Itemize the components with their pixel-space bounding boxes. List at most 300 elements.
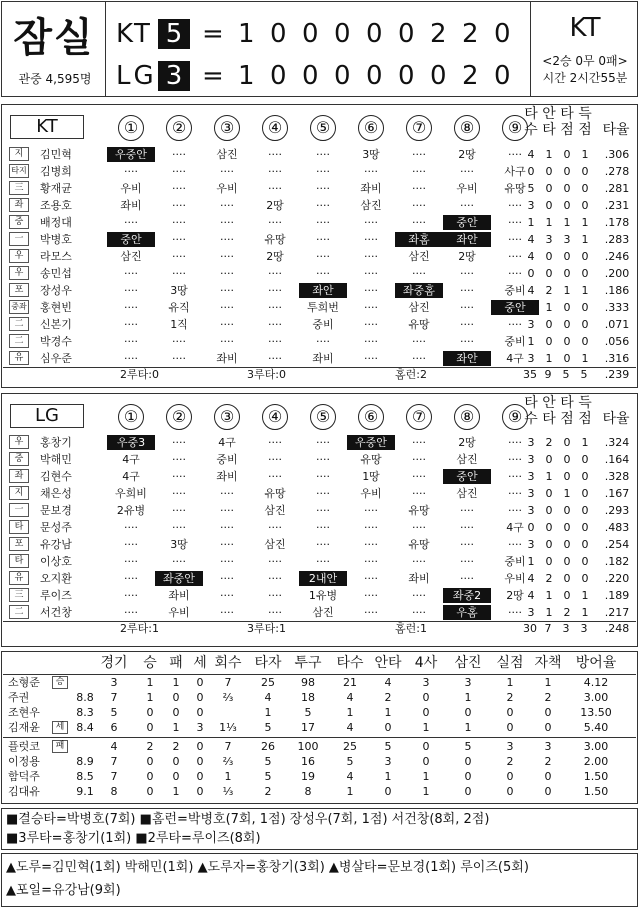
pitcher-stat: 1	[422, 785, 430, 798]
pitcher-stat: 7	[110, 691, 118, 704]
at-bat-result: ····	[460, 335, 474, 348]
stat-head-top: 안	[542, 395, 556, 411]
player-stat: 4	[527, 284, 535, 297]
inning-number: ④	[262, 404, 288, 430]
pitcher-stat: 5	[346, 755, 354, 768]
score-row	[116, 58, 526, 94]
at-bat-result: ····	[412, 436, 426, 449]
at-bat-result: ····	[268, 267, 282, 280]
player-stat: 0	[545, 487, 553, 500]
at-bat-result: ····	[412, 199, 426, 212]
at-bat-result: 3땅	[362, 148, 380, 161]
at-bat-result: ····	[124, 521, 138, 534]
at-bat-result: ····	[124, 352, 138, 365]
pitcher-row	[2, 676, 637, 690]
at-bat-result: ····	[412, 521, 426, 534]
at-bat-result: 좌비	[408, 572, 430, 585]
pitcher-stat: 3	[544, 740, 552, 753]
at-bat-result: 삼진	[456, 487, 478, 500]
at-bat-result: 우중안	[347, 435, 395, 450]
player-avg: .231	[604, 199, 630, 212]
pitcher-stat: 3.00	[583, 691, 609, 704]
at-bat-result: ····	[316, 487, 330, 500]
at-bat-result: ····	[508, 267, 522, 280]
player-stat: 0	[527, 267, 535, 280]
pitcher-stat: 0	[422, 706, 430, 719]
inning-number: ⑨	[502, 404, 528, 430]
summary-stat: 3	[580, 622, 588, 635]
summary-stat: 9	[544, 368, 552, 381]
at-bat-result: ····	[364, 521, 378, 534]
pitcher-stat: 1	[264, 706, 272, 719]
player-stat: 0	[581, 538, 589, 551]
pitcher-stat: 1	[506, 676, 514, 689]
player-stat: 0	[563, 148, 571, 161]
at-bat-result: ····	[220, 267, 234, 280]
at-bat-result: ····	[172, 436, 186, 449]
note-line: ■3루타=홍창기(1회) ■2루타=루이즈(8회)	[6, 831, 261, 846]
player-avg: .316	[604, 352, 630, 365]
score-team-name: LG	[116, 61, 157, 91]
at-bat-result: ····	[220, 250, 234, 263]
at-bat-result: ····	[268, 148, 282, 161]
pitcher-entry: 8.4	[76, 721, 94, 734]
inning-number: ⑧	[454, 404, 480, 430]
winner-team: KT	[569, 13, 601, 43]
player-name: 신본기	[40, 318, 72, 331]
pitcher-stat: 1⅓	[219, 721, 237, 734]
player-stat: 0	[563, 165, 571, 178]
pitcher-stat: 2	[506, 755, 514, 768]
at-bat-result: ····	[460, 267, 474, 280]
at-bat-result: 좌중안	[155, 571, 203, 586]
at-bat-result: ····	[460, 318, 474, 331]
player-stat: 0	[581, 335, 589, 348]
pitcher-stat: 0	[506, 785, 514, 798]
player-stat: 3	[527, 606, 535, 619]
pitcher-stat: 4	[346, 770, 354, 783]
player-row	[2, 197, 637, 214]
at-bat-result: ····	[316, 267, 330, 280]
lg-batting-box	[1, 393, 638, 647]
note-line: ▲도루=김민혁(1회) 박해민(1회) ▲도루자=홍창기(3회) ▲병살타=문보경(1회) 루이즈(5회)	[6, 860, 529, 875]
player-name: 루이즈	[40, 589, 72, 602]
at-bat-result: ····	[508, 538, 522, 551]
player-name: 이상호	[40, 555, 72, 568]
at-bat-result: ····	[172, 470, 186, 483]
at-bat-result: ····	[412, 267, 426, 280]
pitcher-stat: 0	[196, 691, 204, 704]
player-stat: 0	[563, 267, 571, 280]
player-stat: 0	[581, 250, 589, 263]
at-bat-result: ····	[268, 182, 282, 195]
pitcher-stat: 0	[464, 706, 472, 719]
player-row	[2, 587, 637, 604]
at-bat-result: 4구	[122, 470, 140, 483]
player-stat: 0	[563, 589, 571, 602]
at-bat-result: ····	[172, 182, 186, 195]
pitcher-stat: 0	[384, 785, 392, 798]
player-stat: 1	[563, 284, 571, 297]
score-inning: 0	[270, 61, 287, 91]
player-stat: 2	[545, 572, 553, 585]
player-name: 장성우	[40, 284, 72, 297]
player-stat: 0	[563, 538, 571, 551]
summary-stat: 30	[523, 622, 537, 635]
at-bat-result: 유땅	[360, 453, 382, 466]
player-stat: 1	[545, 216, 553, 229]
at-bat-result: ····	[460, 538, 474, 551]
at-bat-result: 4구	[218, 436, 236, 449]
pitcher-stat: 4	[346, 691, 354, 704]
score-inning: 0	[398, 19, 415, 49]
at-bat-result: ····	[220, 504, 234, 517]
player-stat: 1	[527, 555, 535, 568]
pitch-divider	[3, 737, 636, 738]
at-bat-result: ····	[364, 301, 378, 314]
pitcher-stat: 0	[196, 676, 204, 689]
player-stat: 0	[581, 453, 589, 466]
at-bat-result: ····	[316, 436, 330, 449]
position-badge: 지	[9, 147, 29, 161]
pitcher-stat: 1.50	[583, 770, 609, 783]
player-row	[2, 502, 637, 519]
at-bat-result: 2땅	[458, 148, 476, 161]
score-inning: 0	[430, 61, 447, 91]
position-badge: 중	[9, 215, 29, 229]
pitcher-name: 조현우	[8, 706, 40, 719]
at-bat-result: 좌중2	[443, 588, 491, 603]
at-bat-result: ····	[124, 318, 138, 331]
summary-homeruns: 홈런:1	[395, 622, 427, 635]
at-bat-result: ····	[364, 233, 378, 246]
player-name: 황재균	[40, 182, 72, 195]
player-row	[2, 163, 637, 180]
player-row	[2, 468, 637, 485]
pitcher-entry: 8.9	[76, 755, 94, 768]
at-bat-result: 유직	[168, 301, 190, 314]
player-name: 박경수	[40, 335, 72, 348]
pitch-head: 타자	[254, 655, 282, 671]
player-row	[2, 536, 637, 553]
player-name: 김병희	[40, 165, 72, 178]
player-name: 조용호	[40, 199, 72, 212]
player-row	[2, 231, 637, 248]
pitcher-stat: 7	[224, 676, 232, 689]
player-stat: 0	[563, 250, 571, 263]
at-bat-result: ····	[412, 148, 426, 161]
at-bat-result: ····	[412, 470, 426, 483]
at-bat-result: 유땅	[408, 538, 430, 551]
at-bat-result: 4구	[506, 521, 524, 534]
at-bat-result: 사구	[504, 165, 526, 178]
pitcher-stat: ⅔	[222, 755, 234, 768]
player-row	[2, 316, 637, 333]
pitcher-row	[2, 691, 637, 705]
at-bat-result: 4구	[122, 453, 140, 466]
at-bat-result: 투희번	[307, 301, 339, 314]
pitch-head: 경기	[100, 655, 128, 671]
player-stat: 5	[527, 182, 535, 195]
pitcher-stat: 1	[172, 785, 180, 798]
at-bat-result: 중비	[504, 555, 526, 568]
player-avg: .306	[604, 148, 630, 161]
at-bat-result: ····	[124, 216, 138, 229]
player-name: 홍현빈	[40, 301, 72, 314]
player-stat: 0	[563, 555, 571, 568]
player-name: 채은성	[40, 487, 72, 500]
position-badge: 一	[9, 503, 29, 517]
score-inning: 0	[334, 19, 351, 49]
player-stat: 0	[545, 538, 553, 551]
at-bat-result: ····	[460, 572, 474, 585]
summary-triples: 3루타:0	[247, 368, 286, 381]
score-total: 5	[158, 19, 190, 49]
inning-number: ②	[166, 404, 192, 430]
pitcher-stat: 1.50	[583, 785, 609, 798]
player-name: 김민혁	[40, 148, 72, 161]
score-inning: 0	[302, 61, 319, 91]
at-bat-result: ····	[220, 284, 234, 297]
at-bat-result: ····	[508, 453, 522, 466]
player-row	[2, 265, 637, 282]
at-bat-result: ····	[460, 284, 474, 297]
pitcher-stat: 0	[464, 770, 472, 783]
decision-badge: 승	[52, 676, 68, 689]
player-stat: 3	[545, 233, 553, 246]
at-bat-result: ····	[364, 335, 378, 348]
inning-number: ⑦	[406, 115, 432, 141]
player-row	[2, 434, 637, 451]
player-stat: 0	[581, 521, 589, 534]
player-avg: .293	[604, 504, 630, 517]
score-inning: 1	[238, 19, 255, 49]
at-bat-result: 1직	[170, 318, 188, 331]
at-bat-result: 삼진	[264, 504, 286, 517]
at-bat-result: 우중3	[107, 435, 155, 450]
at-bat-result: ····	[124, 538, 138, 551]
pitcher-stat: 18	[301, 691, 315, 704]
at-bat-result: 삼진	[216, 148, 238, 161]
at-bat-result: 2유병	[116, 504, 146, 517]
pitcher-stat: 3.00	[583, 740, 609, 753]
player-stat: 1	[545, 352, 553, 365]
at-bat-result: ····	[172, 521, 186, 534]
player-stat: 1	[563, 216, 571, 229]
pitcher-stat: 3	[384, 755, 392, 768]
summary-avg: .248	[604, 622, 630, 635]
inning-number: ①	[118, 115, 144, 141]
pitch-head: 투구	[294, 655, 322, 671]
player-avg: .189	[604, 589, 630, 602]
player-row	[2, 519, 637, 536]
at-bat-result: ····	[316, 555, 330, 568]
at-bat-result: 우희비	[115, 487, 147, 500]
at-bat-result: 우비	[120, 182, 142, 195]
player-avg: .328	[604, 470, 630, 483]
avg-head: 타율	[602, 411, 630, 427]
at-bat-result: 4구	[506, 352, 524, 365]
pitcher-stat: 5	[304, 706, 312, 719]
pitcher-stat: 0	[544, 770, 552, 783]
player-stat: 0	[563, 521, 571, 534]
position-badge: 중좌	[9, 300, 29, 314]
pitcher-stat: 5	[264, 721, 272, 734]
at-bat-result: 삼진	[120, 250, 142, 263]
position-badge: 유	[9, 351, 29, 365]
pitcher-stat: 19	[301, 770, 315, 783]
score-inning: 0	[366, 61, 383, 91]
at-bat-result: ····	[172, 250, 186, 263]
at-bat-result: 우비	[216, 182, 238, 195]
score-equals: =	[202, 61, 224, 91]
pitch-head: 방어율	[575, 655, 617, 671]
player-row	[2, 214, 637, 231]
at-bat-result: ····	[412, 606, 426, 619]
player-stat: 0	[545, 250, 553, 263]
player-avg: .324	[604, 436, 630, 449]
player-stat: 1	[581, 436, 589, 449]
pitcher-stat: 0	[146, 770, 154, 783]
player-avg: .333	[604, 301, 630, 314]
pitcher-stat: 1	[464, 721, 472, 734]
at-bat-result: ····	[412, 453, 426, 466]
player-stat: 0	[581, 487, 589, 500]
pitcher-stat: ⅔	[222, 691, 234, 704]
score-inning: 0	[302, 19, 319, 49]
player-stat: 0	[581, 318, 589, 331]
pitcher-stat: 5	[110, 706, 118, 719]
player-stat: 1	[545, 301, 553, 314]
at-bat-result: ····	[316, 504, 330, 517]
player-stat: 0	[581, 165, 589, 178]
pitcher-stat: 8	[304, 785, 312, 798]
pitcher-entry: 8.5	[76, 770, 94, 783]
at-bat-result: ····	[172, 453, 186, 466]
pitcher-stat: 0	[506, 721, 514, 734]
player-stat: 0	[581, 572, 589, 585]
at-bat-result: 좌비	[216, 470, 238, 483]
player-row	[2, 180, 637, 197]
at-bat-result: 중안	[443, 469, 491, 484]
at-bat-result: 삼진	[264, 538, 286, 551]
at-bat-result: 2땅	[458, 250, 476, 263]
at-bat-result: ····	[172, 233, 186, 246]
player-stat: 0	[545, 199, 553, 212]
player-name: 문보경	[40, 504, 72, 517]
at-bat-result: 중안	[107, 232, 155, 247]
at-bat-result: ····	[364, 318, 378, 331]
at-bat-result: ····	[268, 216, 282, 229]
at-bat-result: ····	[508, 470, 522, 483]
at-bat-result: 좌홈	[395, 232, 443, 247]
player-stat: 3	[527, 504, 535, 517]
player-stat: 0	[545, 165, 553, 178]
pitcher-stat: 1	[224, 770, 232, 783]
kt-batting-box	[1, 104, 638, 388]
player-row	[2, 248, 637, 265]
player-stat: 0	[545, 335, 553, 348]
pitcher-stat: 2	[506, 691, 514, 704]
at-bat-result: ····	[268, 470, 282, 483]
pitcher-row	[2, 785, 637, 799]
at-bat-result: ····	[124, 301, 138, 314]
at-bat-result: 3땅	[170, 284, 188, 297]
pitcher-stat: 17	[301, 721, 315, 734]
player-stat: 0	[545, 453, 553, 466]
pitcher-stat: 3	[110, 676, 118, 689]
inning-number: ⑦	[406, 404, 432, 430]
summary-stat: 5	[562, 368, 570, 381]
at-bat-result: ····	[412, 589, 426, 602]
summary-stat: 5	[580, 368, 588, 381]
at-bat-result: 우중안	[107, 147, 155, 162]
at-bat-result: ····	[412, 352, 426, 365]
player-stat: 1	[581, 233, 589, 246]
at-bat-result: ····	[508, 250, 522, 263]
at-bat-result: ····	[172, 487, 186, 500]
at-bat-result: ····	[460, 504, 474, 517]
position-badge: 타지	[9, 164, 29, 178]
pitcher-stat: 1	[172, 721, 180, 734]
pitcher-stat: 13.50	[580, 706, 612, 719]
at-bat-result: ····	[508, 148, 522, 161]
at-bat-result: ····	[508, 606, 522, 619]
player-stat: 0	[545, 504, 553, 517]
at-bat-result: ····	[316, 250, 330, 263]
stat-head-top: 타	[524, 395, 538, 411]
at-bat-result: ····	[172, 267, 186, 280]
game-time: 시간 2시간55분	[542, 71, 628, 85]
pitcher-stat: 3	[464, 676, 472, 689]
player-name: 배정대	[40, 216, 72, 229]
stat-head-bottom: 점	[578, 122, 592, 138]
player-stat: 0	[581, 199, 589, 212]
player-stat: 0	[527, 521, 535, 534]
player-avg: .220	[604, 572, 630, 585]
player-stat: 0	[581, 301, 589, 314]
at-bat-result: ····	[220, 199, 234, 212]
inning-number: ①	[118, 404, 144, 430]
at-bat-result: ····	[316, 538, 330, 551]
notes-hits	[1, 808, 638, 850]
at-bat-result: ····	[460, 301, 474, 314]
pitcher-stat: 0	[196, 770, 204, 783]
player-stat: 1	[581, 216, 589, 229]
pitcher-stat: 5	[464, 740, 472, 753]
pitcher-name: 김재윤	[8, 721, 40, 734]
player-stat: 1	[581, 284, 589, 297]
at-bat-result: ····	[460, 521, 474, 534]
at-bat-result: ····	[508, 318, 522, 331]
at-bat-result: 중비	[504, 284, 526, 297]
player-row	[2, 570, 637, 587]
pitcher-row	[2, 721, 637, 735]
player-stat: 2	[563, 606, 571, 619]
at-bat-result: ····	[364, 589, 378, 602]
at-bat-result: ····	[220, 606, 234, 619]
player-avg: .056	[604, 335, 630, 348]
at-bat-result: 2땅	[458, 436, 476, 449]
score-inning: 0	[334, 61, 351, 91]
player-name: 김현수	[40, 470, 72, 483]
player-stat: 3	[563, 233, 571, 246]
pitcher-stat: 1	[346, 706, 354, 719]
score-inning: 0	[494, 19, 511, 49]
pitching-box	[1, 651, 638, 804]
player-row	[2, 299, 637, 316]
score-inning: 2	[430, 19, 447, 49]
